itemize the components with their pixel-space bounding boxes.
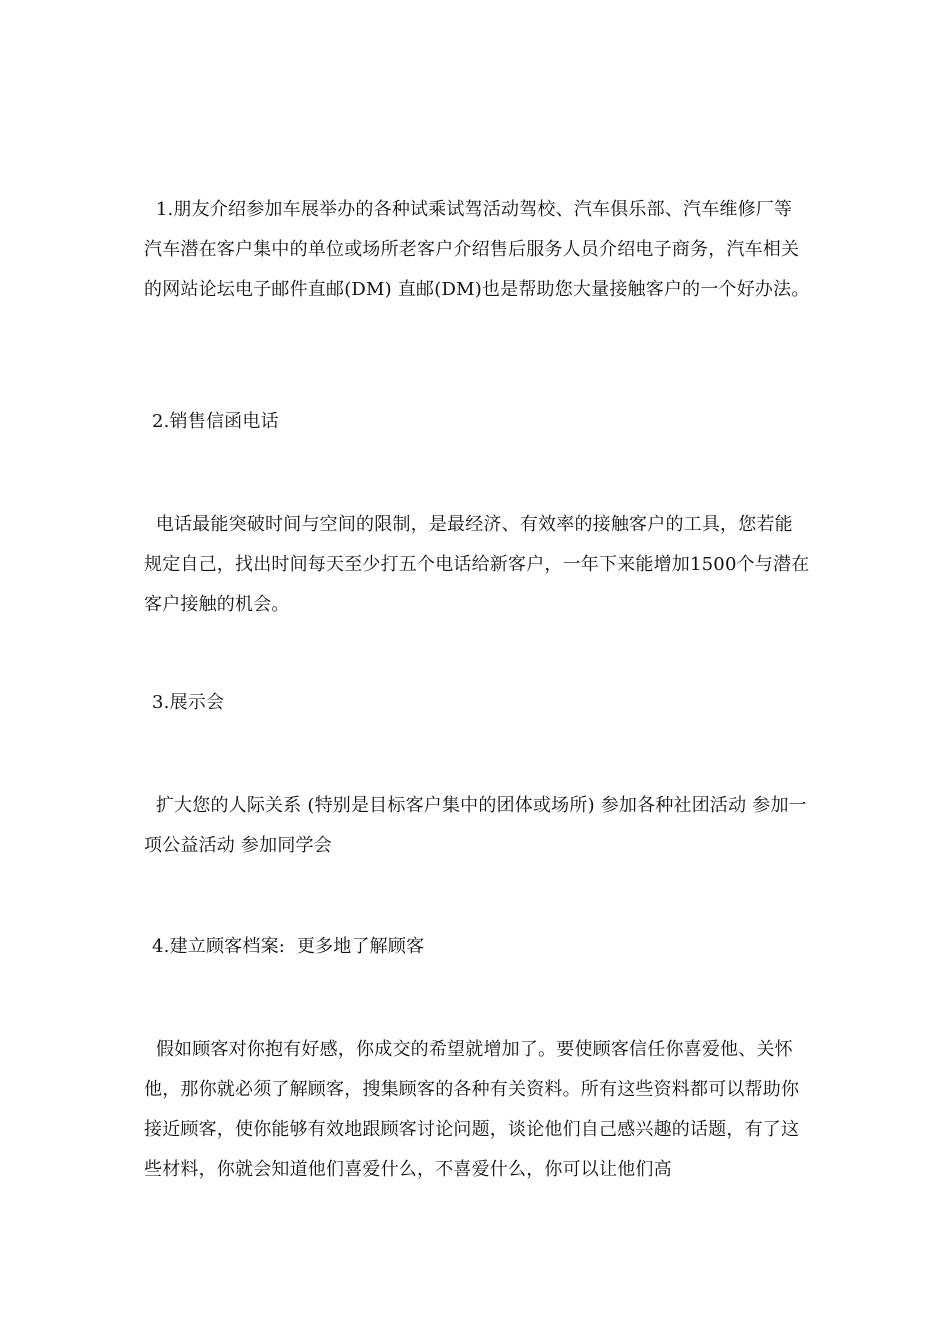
- heading-3: 3.展示会: [152, 692, 225, 713]
- paragraph-3: 扩大您的人际关系 (特别是目标客户集中的团体或场所) 参加各种社团活动 参加一项公益活动 参加同学会: [144, 795, 807, 856]
- heading-4: 4.建立顾客档案: 更多地了解顾客: [152, 936, 425, 957]
- paragraph-1: 1.朋友介绍参加车展举办的各种试乘试驾活动驾校、汽车俱乐部、汽车维修厂等汽车潜在客户集中的单位或场所老客户介绍售后服务人员介绍电子商务，汽车相关的网站论坛电子邮件直邮(DM) 直邮(DM)也是帮助您大量接触客户的一个好办法。: [144, 199, 810, 300]
- paragraph-4: 假如顾客对你抱有好感，你成交的希望就增加了。要使顾客信任你喜爱他、关怀他，那你就必须了解顾客，搜集顾客的各种有关资料。所有这些资料都可以帮助你接近顾客，使你能够有效地跟顾客讨论问题，谈论他们自己感兴趣的话题，有了这些材料，你就会知道他们喜爱什么，不喜爱什么，你可以让他们高: [144, 1039, 800, 1180]
- heading-2: 2.销售信函电话: [152, 411, 279, 432]
- paragraph-2: 电话最能突破时间与空间的限制，是最经济、有效率的接触客户的工具，您若能规定自己，找出时间每天至少打五个电话给新客户，一年下来能增加1500个与潜在客户接触的机会。: [144, 514, 810, 615]
